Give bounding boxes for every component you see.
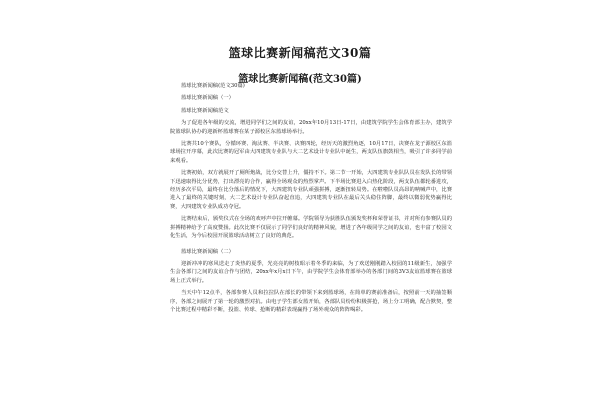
section-caption-1: 篮球比赛新闻稿范文 (181, 107, 229, 114)
section-heading-2: 篮球比赛新闻稿（二） (181, 248, 234, 255)
document-body (170, 82, 452, 317)
paragraph-group-2 (170, 260, 452, 314)
document-subtitle: 篮球比赛新闻稿(范文30篇) (238, 74, 362, 85)
section-heading-1: 篮球比赛新闻稿（一） (181, 95, 234, 102)
paragraph: 比赛初始，双方就展开了厕所炮战，比分交替上升，僵持不下。第二节一开始，大四建筑专业队队员在发队长的带领下迅速取得比分优势，打出漂亮的合作，赢得全场观众的热烈掌声。下半场比赛进入白热化阶段，两支队伍都轮番进攻，经历多次平局，最终在比分落后的情况下，大四建筑专业队顽强拼搏，逐渐扭转局势。在啦啦队员高昂的呐喊声中，比赛进入了最终的关键时刻，大二艺术设计专业队奋起直追，大四建筑专业队在最后关头稳住阵脚，最终以微弱优势赢得比赛，大四建筑专业队成功夺冠。 (170, 170, 452, 210)
paragraph: 迎新冲冲的寒风送走了炎热的夏季，光亮亮的树枝昭示着冬季的来临，为了欢送刚刚踏入校园的11级新生，加强学生会各部门之间的友谊合作与团结，20xx年x月x日下午，由学院学生会体育部举办的各部门间的3V3友谊篮球赛在篮球场上正式举行。 (170, 260, 452, 284)
document-title: 篮球比赛新闻稿范文30篇 (228, 46, 372, 60)
paragraph: 比赛共10个赛队，分循环赛、淘汰赛、半决赛、决赛四轮，经历天的激烈角逐，10月17日，决赛在龙子源校区东篮球场拉开序幕，此次比赛的冠军由大四建筑专业队与大二艺术设计专业队中诞生，两支队伍旗鼓相当，吸引了许多同学前来观看。 (170, 141, 452, 164)
paragraph: 为了促进各年级的交流，增进同学们之间的友谊，20xx年10月13日-17日，由建筑学院学生会体育部主办，建筑学院篮球队协办的迎新杯篮球赛在某子源校区东篮球场举行。 (170, 120, 452, 135)
paragraph-group-1 (170, 119, 452, 240)
paragraph: 当天中午12点半，各部参赛人员和拉拉队在部长的带领下来到篮球场，在简单的赛前准备后，按照前一天的抽签顺序，各部之间展开了第一轮的激烈对抗。由电子学生部女篮开始，各部队员纷纷积极拼抢，场上分工明确，配合默契，整个比赛过程中精彩不断，投篮、传球、抢断的精彩表现赢得了场外观众的阵阵喝彩。 (170, 290, 452, 313)
paragraph: 比赛结束后，颁奖仪式在全场的欢呼声中拉开帷幕。学院领导为获胜队伍颁发奖杯和荣誉证书，并对所有参赛队员的拼搏精神给予了高度赞扬。此次比赛不仅展示了同学们良好的精神风貌，增进了各年级同学之间的友谊，也丰富了校园文化生活，为今后校园开展篮球活动树立了良好的典范。 (170, 216, 452, 240)
intro-line: 篮球比赛新闻稿(范文30篇) (181, 83, 245, 89)
